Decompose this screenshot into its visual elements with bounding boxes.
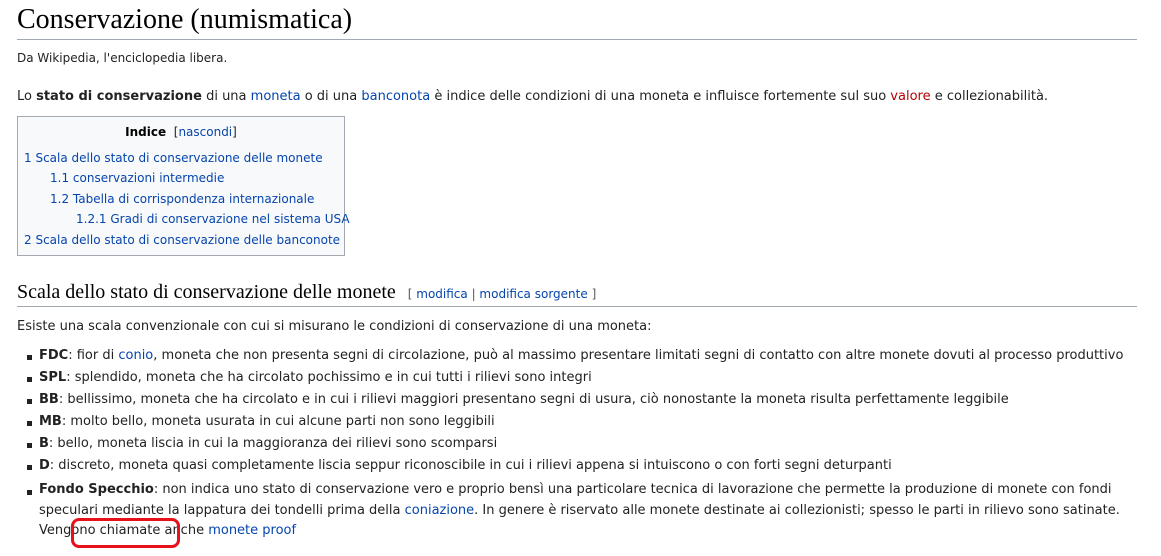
section-heading [17,281,1137,307]
grade-term: Fondo Specchio [39,482,154,497]
grade-list [17,345,1147,542]
grade-text: : non indica uno stato di conservazione vero e proprio bensì una particolare tecnica di lavorazione che permette la produzione di monete con fondi speculari mediante la lappatura dei tondelli prima della [39,482,1112,518]
grade-term: D [39,458,50,473]
list-item [17,411,1147,433]
edit-source-link[interactable]: modifica sorgente [479,287,588,301]
page-title: Conservazione (numismatica) [17,2,1137,40]
bullet-dot [27,465,32,470]
grade-text: : bellissimo, moneta che ha circolato e in cui i rilievi maggiori presentano segni di usura, ciò nonostante la moneta risulta perfettamente leggibile [58,392,1009,407]
grade-term: B [39,436,49,451]
toc-item-1[interactable]: 1 Scala dello stato di conservazione delle monete [24,151,323,165]
intro-text: è indice delle condizioni di una moneta e influisce fortemente sul suo [430,89,891,104]
grade-text: : splendido, moneta che ha circolato pochissimo e in cui tutti i rilievi sono integri [66,370,592,385]
bullet-dot [27,399,32,404]
toc-hide-link[interactable]: nascondi [178,125,233,139]
site-tagline: Da Wikipedia, l'enciclopedia libera. [17,51,228,65]
intro-paragraph [17,89,1048,104]
link-coniazione[interactable]: coniazione [404,502,475,518]
toc-bracket: [ [173,125,179,139]
toc-toggle [174,125,237,139]
grade-text: : fior di [68,348,119,363]
table-of-contents [17,116,350,256]
grade-term: BB [39,392,59,407]
link-monete-proof[interactable]: monete proof [208,523,297,538]
bullet-dot [27,377,32,382]
section-paragraph: Esiste una scala convenzionale con cui si misurano le condizioni di conservazione di una moneta: [17,319,652,334]
list-item [17,367,1147,389]
edit-separator: | [467,287,480,301]
intro-text: Lo [17,89,37,104]
intro-text: o di una [300,89,362,104]
edit-bracket: ] [587,287,597,301]
grade-text: , moneta che non presenta segni di circolazione, può al massimo presentare limitati segni di contatto con altre monete dovuti al processo produttivo [153,348,1124,363]
grade-text: : bello, moneta liscia in cui la maggioranza dei rilievi sono scomparsi [48,436,498,451]
bullet-dot [27,421,32,426]
intro-text: e collezionabilità. [930,89,1049,104]
list-item [17,345,1147,367]
list-item [17,389,1147,411]
grade-term: FDC [39,348,69,363]
toc-title: Indice [125,125,167,139]
intro-bold-term: stato di conservazione [36,89,202,104]
intro-text: di una [201,89,251,104]
bullet-dot [27,443,32,448]
grade-text: : molto bello, moneta usurata in cui alcune parti non sono leggibili [61,414,495,429]
toc-item-1-2[interactable]: 1.2 Tabella di corrispondenza internazionale [50,192,315,206]
list-item [17,480,1147,542]
bullet-dot [27,490,32,495]
grade-term: MB [39,414,62,429]
link-banconota[interactable]: banconota [361,89,431,104]
edit-link[interactable]: modifica [416,287,468,301]
list-item [17,433,1147,455]
toc-bracket: ] [232,125,237,139]
edit-bracket: [ [407,287,417,301]
toc-item-2[interactable]: 2 Scala dello stato di conservazione delle banconote [24,233,341,247]
edit-section [408,287,597,301]
grade-term: SPL [39,370,67,385]
link-conio[interactable]: conio [118,348,154,363]
section-title: Scala dello stato di conservazione delle monete [17,281,396,303]
link-moneta[interactable]: moneta [250,89,301,104]
list-item [17,455,1147,477]
grade-text: . In genere è riservato alle monete destinate ai collezionisti; spesso le parti in rilievo sono satinate. Vengono chiamate anche [39,502,1120,538]
toc-header [18,125,344,139]
link-valore[interactable]: valore [890,89,931,104]
bullet-dot [27,355,32,360]
grade-text: : discreto, moneta quasi completamente liscia seppur riconoscibile in cui i rilievi appena si intuiscono o con forti segni deturpanti [49,458,892,473]
toc-item-1-1[interactable]: 1.1 conservazioni intermedie [50,171,225,185]
toc-item-1-2-1[interactable]: 1.2.1 Gradi di conservazione nel sistema USA [76,212,350,226]
